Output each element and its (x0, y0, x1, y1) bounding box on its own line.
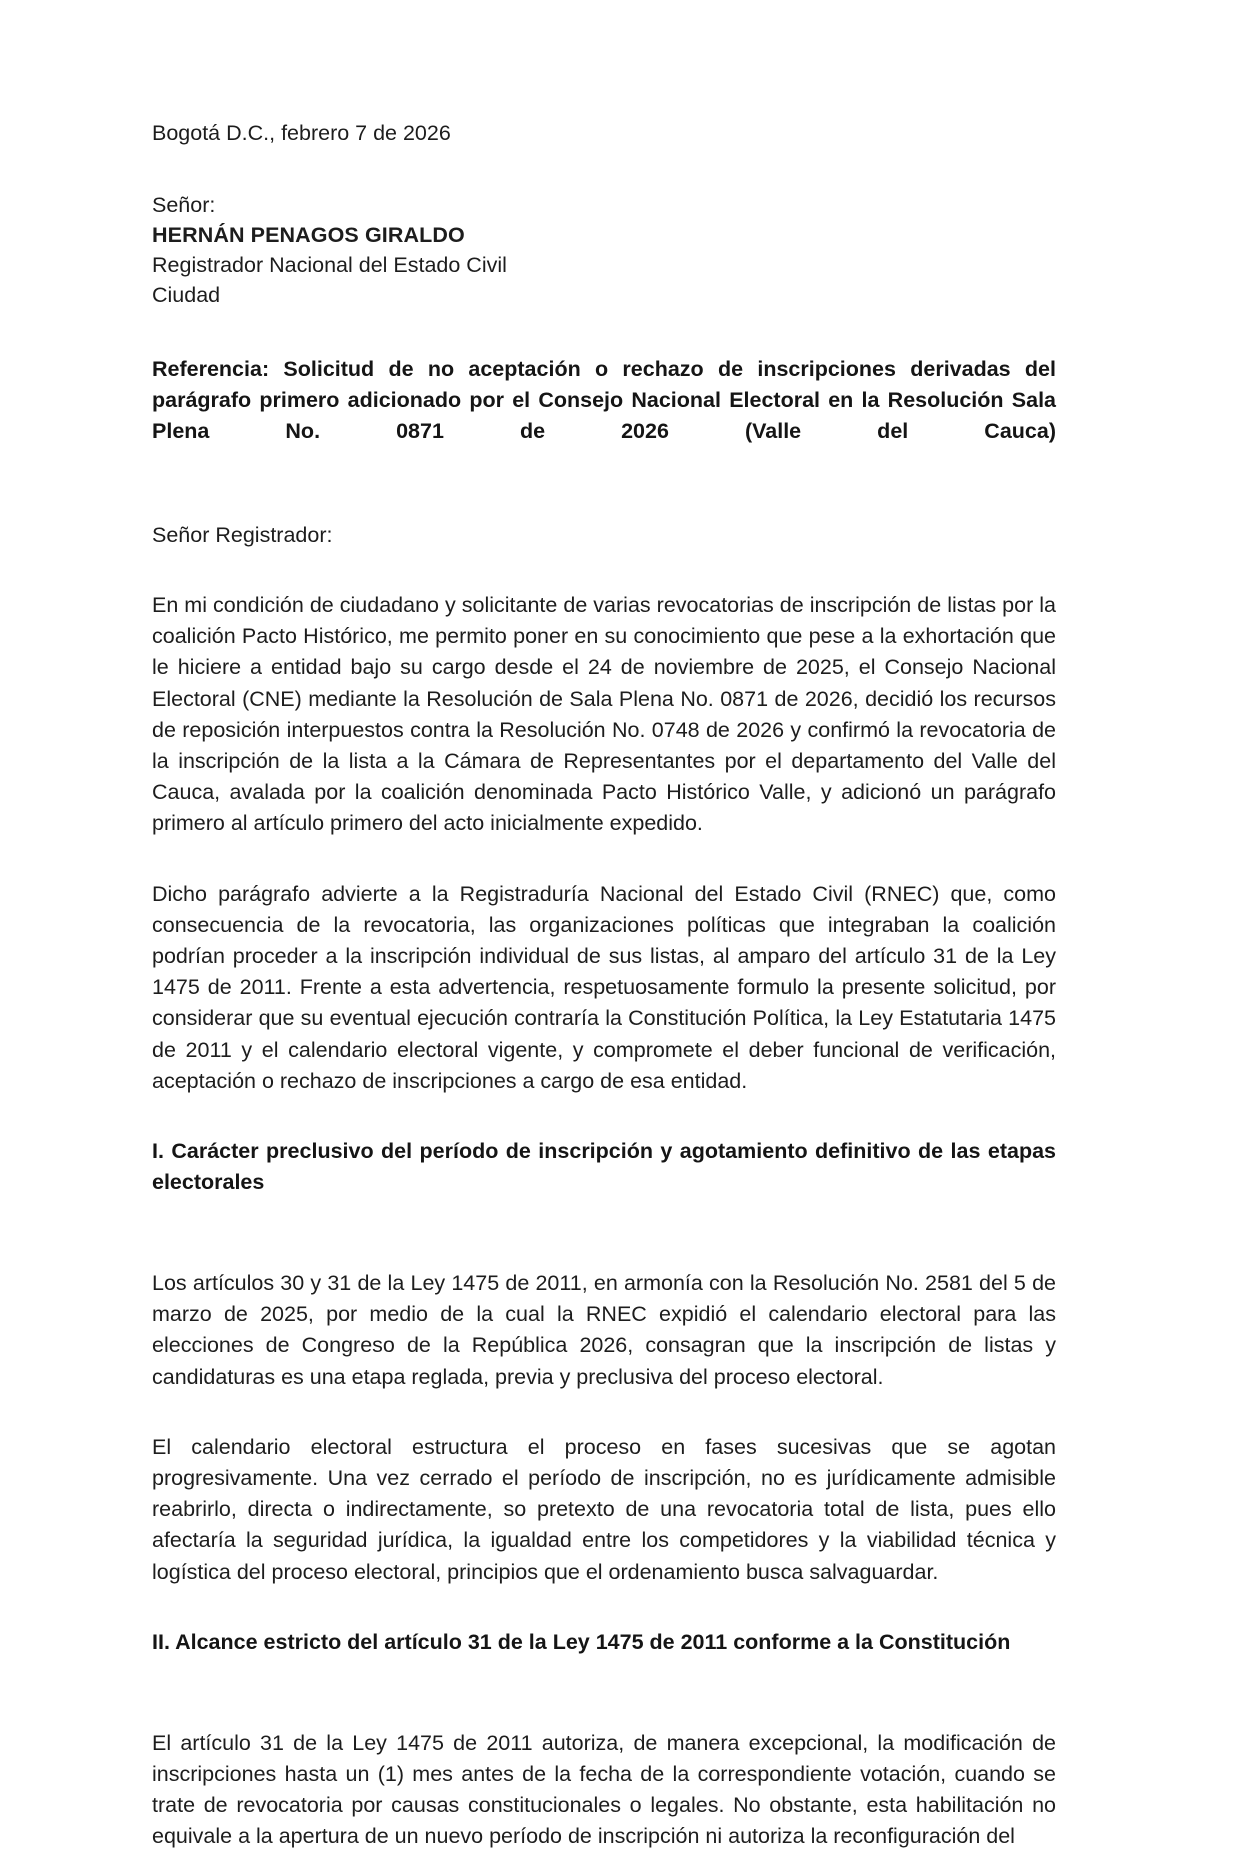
paragraph-intro-2: Dicho parágrafo advierte a la Registraduría Nacional del Estado Civil (RNEC) que, como consecuencia de la revocatoria, las organizaciones políticas que integraban la coalición podrían proceder a la inscripción individual de sus listas, al amparo del artículo 31 de la Ley 1475 de 2011. Frente a esta advertencia, respetuosamente formulo la presente solicitud, por considerar que su eventual ejecución contraría la Constitución Política, la Ley Estatutaria 1475 de 2011 y el calendario electoral vigente, y compromete el deber funcional de verificación, aceptación o rechazo de inscripciones a cargo de esa entidad. (152, 881, 1056, 1093)
addressee-name: HERNÁN PENAGOS GIRALDO (152, 223, 465, 247)
addressee-salutation-prefix: Señor: (152, 193, 216, 217)
addressee-block (152, 190, 1056, 310)
greeting: Señor Registrador: (152, 523, 333, 547)
paragraph-section-1-body-2: El calendario electoral estructura el proceso en fases sucesivas que se agotan progresivamente. Una vez cerrado el período de inscripción, no es jurídicamente admisible reabrirlo, directa o indirectamente, so pretexto de una revocatoria total de lista, pues ello afectaría la seguridad jurídica, la igualdad entre los competidores y la viabilidad técnica y logística del proceso electoral, principios que el ordenamiento busca salvaguardar. (152, 1434, 1056, 1584)
section-heading-2: II. Alcance estricto del artículo 31 de la Ley 1475 de 2011 conforme a la Constitución (152, 1629, 1011, 1654)
paragraph-section-2-body-1: El artículo 31 de la Ley 1475 de 2011 autoriza, de manera excepcional, la modificación de inscripciones hasta un (1) mes antes de la fecha de la correspondiente votación, cuando se trate de revocatoria por causas constitucionales o legales. No obstante, esta habilitación no equivale a la apertura de un nuevo período de inscripción ni autoriza la reconfiguración del (152, 1730, 1056, 1849)
paragraph-intro-1: En mi condición de ciudadano y solicitante de varias revocatorias de inscripción de listas por la coalición Pacto Histórico, me permito poner en su conocimiento que pese a la exhortación que le hiciere a entidad bajo su cargo desde el 24 de noviembre de 2025, el Consejo Nacional Electoral (CNE) mediante la Resolución de Sala Plena No. 0871 de 2026, decidió los recursos de reposición interpuestos contra la Resolución No. 0748 de 2026 y confirmó la revocatoria de la inscripción de la lista a la Cámara de Representantes por el departamento del Valle del Cauca, avalada por la coalición denominada Pacto Histórico Valle, y adicionó un parágrafo primero al artículo primero del acto inicialmente expedido. (152, 593, 1056, 836)
addressee-title: Registrador Nacional del Estado Civil (152, 253, 507, 277)
paragraph-section-1-body-1: Los artículos 30 y 31 de la Ley 1475 de 2011, en armonía con la Resolución No. 2581 del 5 de marzo de 2025, por medio de la cual la RNEC expidió el calendario electoral para las elecciones de Congreso de la República 2026, consagran que la inscripción de listas y candidaturas es una etapa reglada, previa y preclusiva del proceso electoral. (152, 1271, 1056, 1389)
section-heading-1: I. Carácter preclusivo del período de inscripción y agotamiento definitivo de las etapas electorales (152, 1139, 1056, 1195)
place-and-date: Bogotá D.C., febrero 7 de 2026 (152, 121, 451, 145)
document-body (152, 118, 1056, 1853)
addressee-city: Ciudad (152, 283, 221, 307)
reference-line: Referencia: Solicitud de no aceptación o rechazo de inscripciones derivadas del parágrafo primero adicionado por el Consejo Nacional Electoral en la Resolución Sala Plena No. 0871 de 2026 (Valle del Cauca) (152, 357, 1056, 443)
